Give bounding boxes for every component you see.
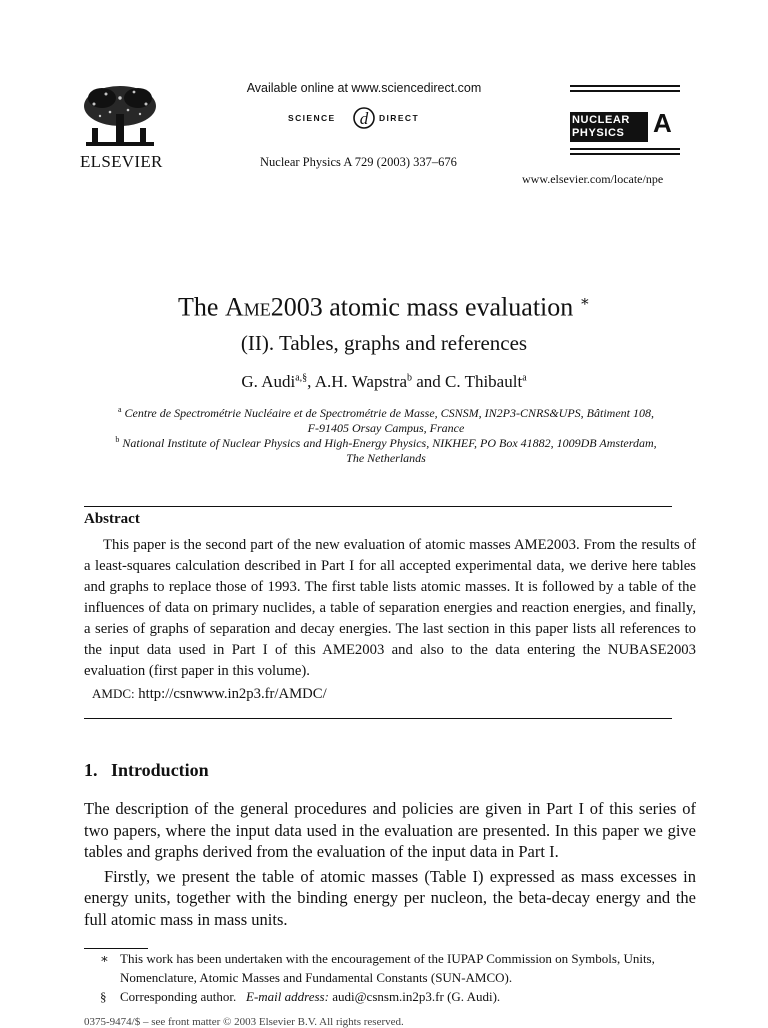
page-footer-cut: 0375-9474/$ – see front matter © 2003 Elsevier B.V. All rights reserved. [84,1016,404,1028]
author-marks: a [522,372,527,384]
affiliation-mark: a [117,405,122,414]
author-name: G. Audi [241,372,296,391]
abstract-heading: Abstract [84,511,140,527]
author-marks: a,§ [295,372,308,384]
section-number: 1. [84,760,98,780]
section-title: Introduction [111,760,209,780]
journal-reference: Nuclear Physics A 729 (2003) 337–676 [260,155,457,169]
amdc-url[interactable]: http://csnwww.in2p3.fr/AMDC/ [138,686,327,702]
svg-text:d: d [359,109,369,128]
amdc-label: AMDC: [92,686,135,701]
affiliation-mark: b [115,435,120,444]
available-online-text: Available online at www.sciencedirect.com [246,81,482,95]
sciencedirect-right-word: DIRECT [379,113,420,123]
author-name: A.H. Wapstra [314,372,407,391]
affiliation-b [84,433,688,465]
title-rest: 2003 atomic mass evaluation [270,292,574,322]
title-footnote-mark[interactable]: ∗ [579,294,590,310]
author-separator: and [412,372,446,391]
abstract-top-rule [84,506,672,507]
footnote-star [100,949,700,987]
author-name: C. Thibault [445,372,523,391]
footnote-corresponding [100,987,700,1006]
abstract-text: This paper is the second part of the new evaluation of atomic masses AME2003. From the results of a least-squares calculation described in Part I for all accepted experimental data, we derive here tables and graphs to replace those of 1993. The first table lists atomic masses. It is followed by a table of the influences of data on primary nuclides, a table of separation energies and reaction energies, and finally, a series of graphs of separation and decay energies. The last section in this paper lists all references to the input data used in Part I of this AME2003 and also to the data entering the NUBASE2003 evaluation (first paper in this volume). [84,537,696,679]
title-prefix: The [178,292,225,322]
affiliation-line: F-91405 Orsay Campus, France [307,420,465,435]
elsevier-tree-icon [80,84,160,150]
footnote-text: This work has been undertaken with the encouragement of the IUPAP Commission on Symbols, Units, Nomenclature, Atomic Masses and Fundamental Constants (SUN-AMCO). [120,951,655,985]
body-paragraph: The description of the general procedures and policies are given in Part I of this series of two papers, where the input data used in the evaluation are presented. In this paper we give tables and graphs derived from the evaluation of the input data in Part I. [84,799,696,861]
journal-logo-box [570,112,648,142]
sciencedirect-left-word: SCIENCE [288,113,336,123]
amdc-line [92,686,327,703]
paper-subtitle: (II). Tables, graphs and references [240,331,528,355]
journal-logo-top-rules [570,85,680,95]
affiliation-a [84,403,688,435]
abstract-body [84,535,696,682]
body-paragraph: Firstly, we present the table of atomic masses (Table I) expressed as mass excesses in energy units, together with the binding energy per nucleon, the beta-decay energy and the full atomic mass in mass units. [84,866,696,929]
abstract-bottom-rule [84,718,672,719]
journal-logo-line1: NUCLEAR [572,114,630,126]
footnote-mark: ∗ [100,951,109,966]
section-body [84,798,696,930]
footnote-label: Corresponding author. [120,989,237,1004]
title-smallcaps: Ame [224,292,271,322]
sciencedirect-logo [286,104,446,132]
footnote-mark: § [100,989,107,1004]
footnotes [100,949,700,1006]
author-marks: b [407,372,412,384]
journal-url[interactable]: www.elsevier.com/locate/npe [522,172,664,186]
email-address[interactable]: audi@csnsm.in2p3.fr (G. Audi). [332,989,501,1004]
affiliation-line: National Institute of Nuclear Physics and High-Energy Physics, NIKHEF, PO Box 41882, 1009DB Amsterdam, [122,436,657,450]
email-label: E-mail address: [246,989,329,1004]
author-list [0,372,768,392]
paper-title [0,292,768,323]
author-separator: , [307,372,315,391]
journal-logo-bottom-rules [570,148,680,158]
sciencedirect-d-icon [350,104,378,132]
section-heading [84,760,209,781]
elsevier-logo [80,84,163,172]
affiliation-line: The Netherlands [346,450,426,465]
journal-logo-letter: A [653,108,672,138]
journal-logo-line2: PHYSICS [572,127,625,139]
publisher-name: ELSEVIER [80,152,163,171]
affiliation-line: Centre de Spectrométrie Nucléaire et de Spectrométrie de Masse, CSNSM, IN2P3-CNRS&UPS, Bâtiment 108, [124,406,654,420]
